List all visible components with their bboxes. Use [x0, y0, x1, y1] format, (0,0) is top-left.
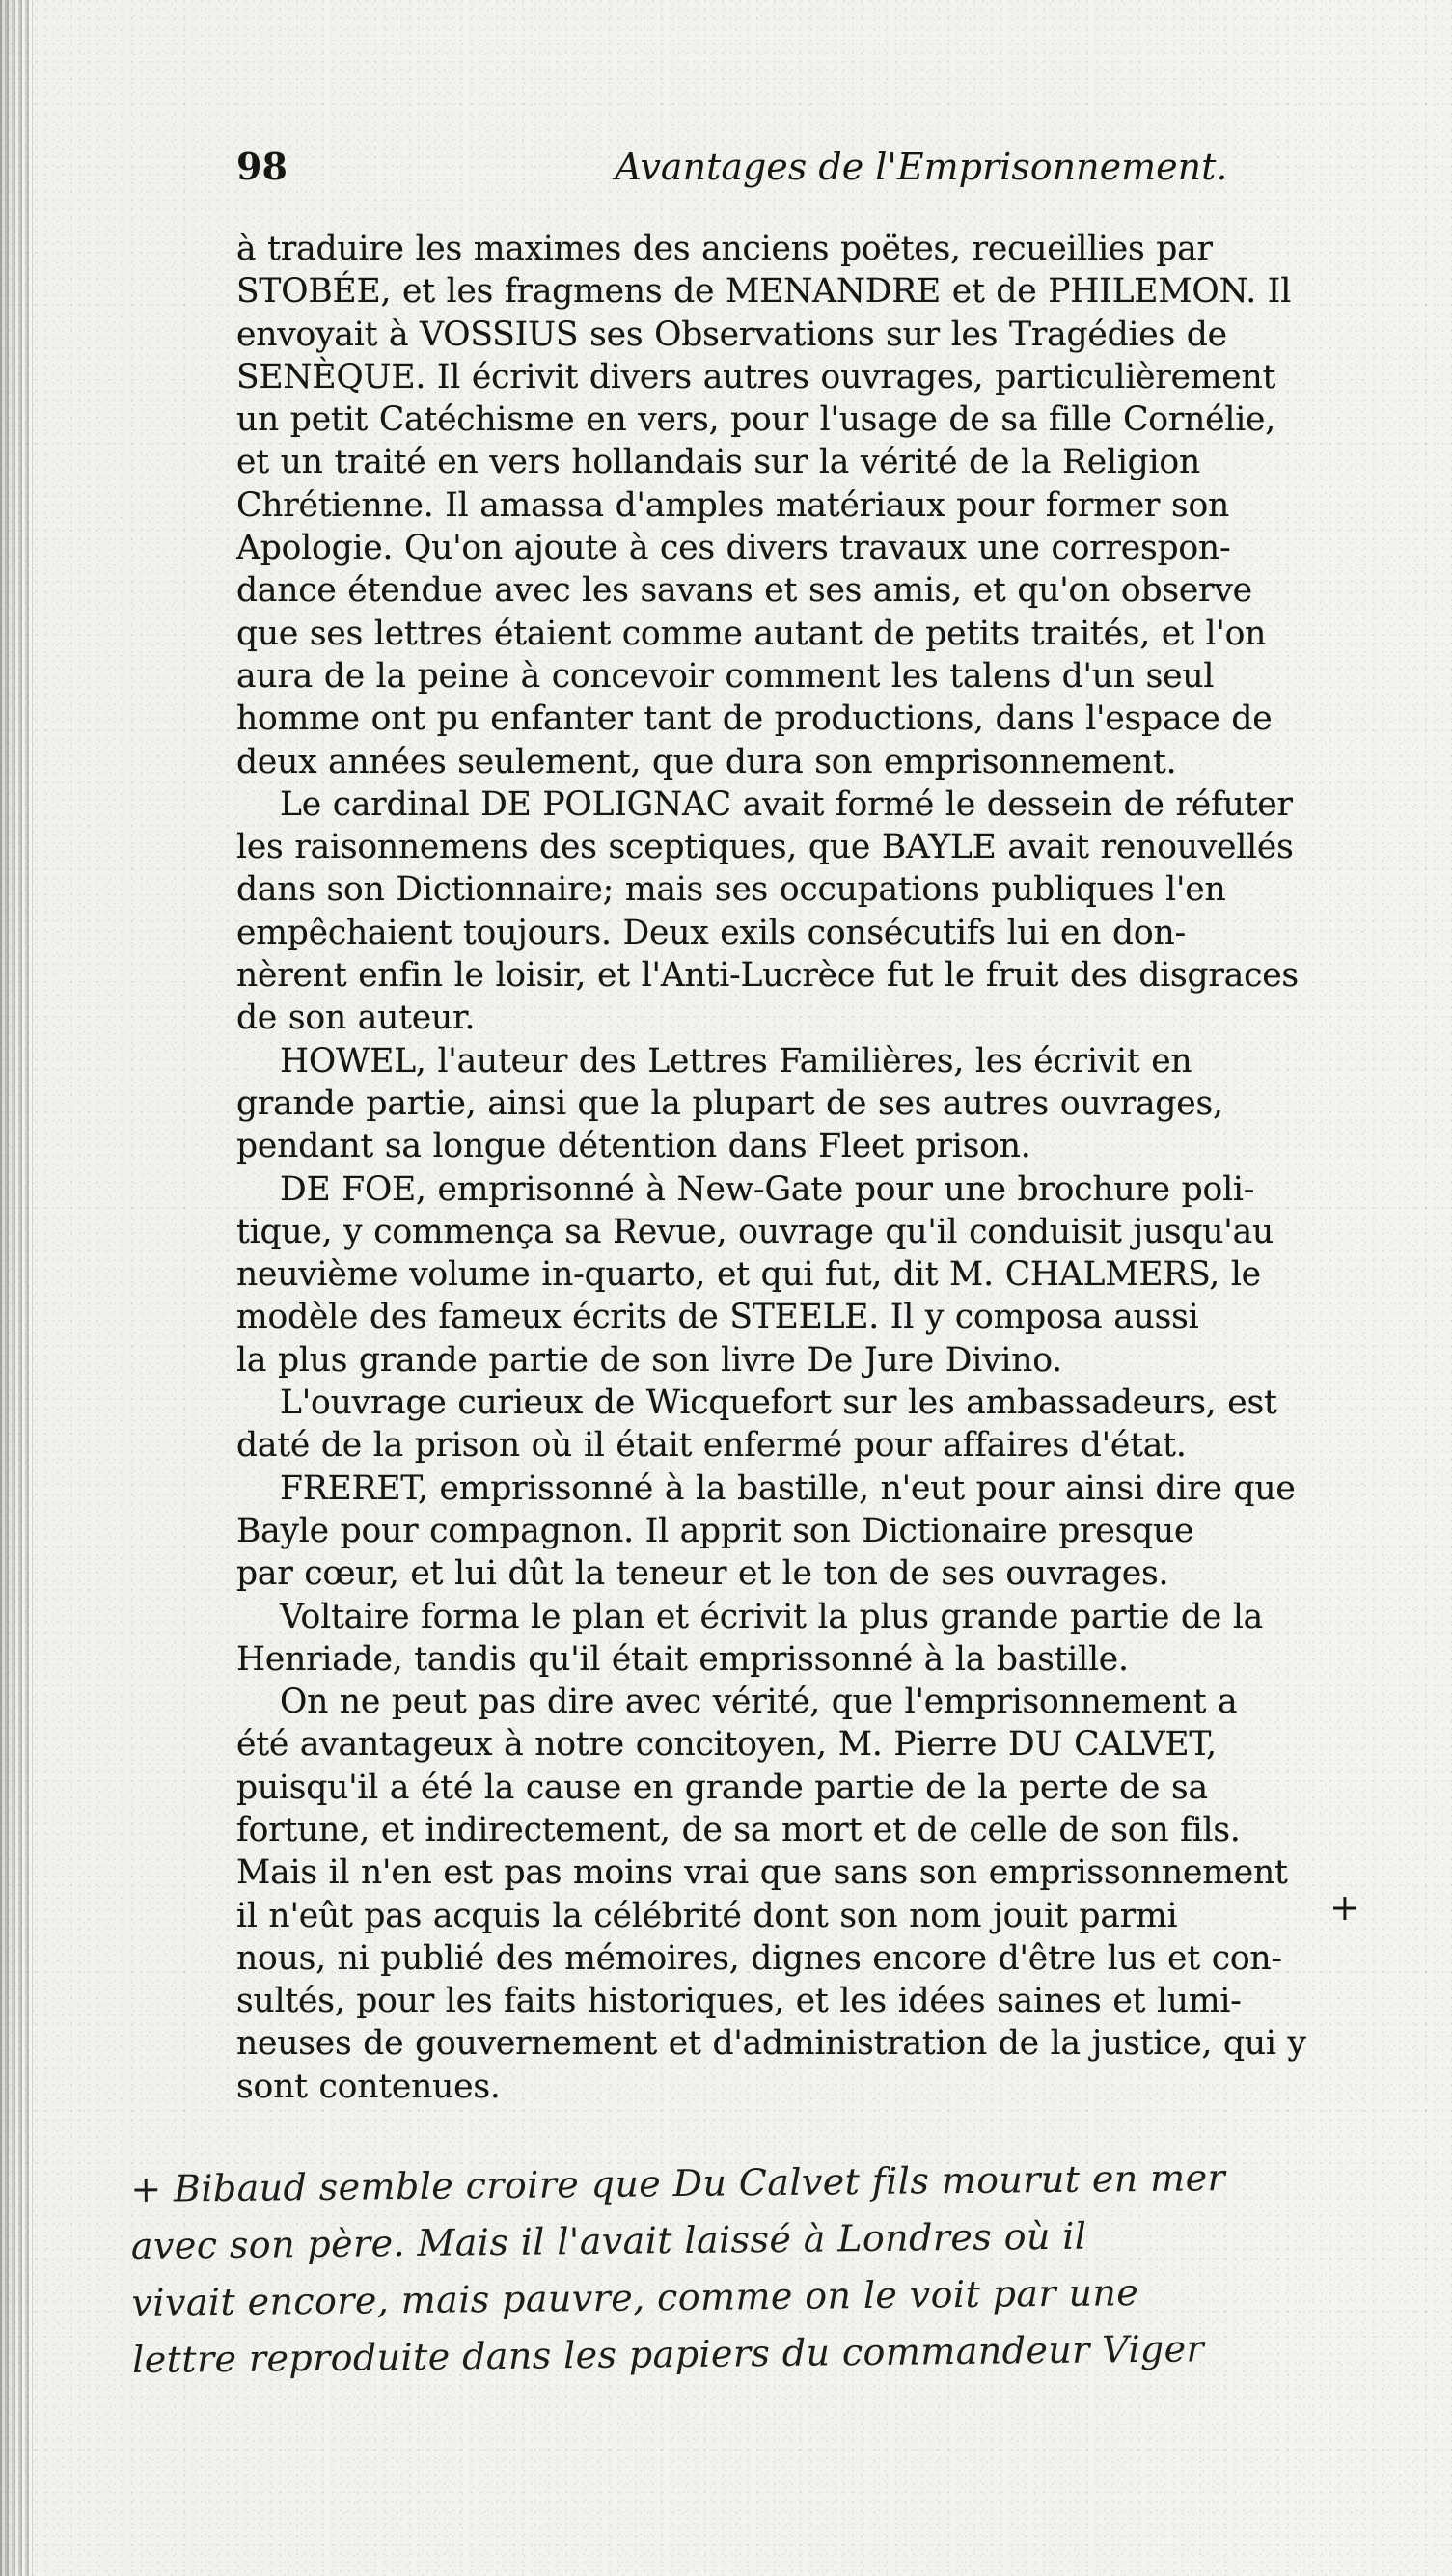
text-line: Chrétienne. Il amassa d'amples matériaux pour former son	[236, 485, 1230, 525]
text-line: Bayle pour compagnon. Il apprit son Dictionaire presque	[236, 1511, 1194, 1550]
page-number: 98	[236, 145, 288, 188]
handwritten-line: avec son père. Mais il l'avait laissé à Londres où il	[130, 2214, 1087, 2267]
text-line: un petit Catéchisme en vers, pour l'usage de sa fille Cornélie,	[236, 400, 1276, 440]
margin-annotation-mark: +	[1329, 1886, 1360, 1929]
text-line: Apologie. Qu'on ajoute à ces divers travaux une correspon-	[236, 529, 1231, 568]
text-line: que ses lettres étaient comme autant de petits traités, et l'on	[236, 614, 1267, 653]
text-line: neuvième volume in-quarto, et qui fut, dit M. CHALMERS, le	[236, 1255, 1261, 1295]
handwritten-line: lettre reproduite dans les papiers du commandeur Viger	[131, 2327, 1205, 2381]
text-line: HOWEL, l'auteur des Lettres Familières, les écrivit en	[280, 1041, 1192, 1081]
text-line: il n'eût pas acquis la célébrité dont son nom jouit parmi	[236, 1896, 1178, 1935]
text-line: nous, ni publié des mémoires, dignes encore d'être lus et con-	[236, 1938, 1282, 1978]
text-line: et un traité en vers hollandais sur la vérité de la Religion	[236, 443, 1200, 482]
text-line: neuses de gouvernement et d'administration de la justice, qui y	[236, 2024, 1306, 2064]
text-line: empêchaient toujours. Deux exils consécutifs lui en don-	[236, 913, 1186, 952]
text-line: les raisonnemens des sceptiques, que BAYLE avait renouvellés	[236, 828, 1294, 867]
text-line: DE FOE, emprisonné à New-Gate pour une brochure poli-	[280, 1169, 1255, 1209]
handwritten-note	[130, 2149, 1338, 2389]
text-line: FRERET, emprissonné à la bastille, n'eut pour ainsi dire que	[280, 1468, 1296, 1508]
handwritten-line: + Bibaud semble croire que Du Calvet fils mourut en mer	[130, 2156, 1226, 2210]
binding-edge	[0, 0, 33, 2576]
handwritten-line: vivait encore, mais pauvre, comme on le voit par une	[131, 2271, 1139, 2324]
text-line: envoyait à VOSSIUS ses Observations sur les Tragédies de	[236, 315, 1227, 354]
text-line: dans son Dictionnaire; mais ses occupations publiques l'en	[236, 870, 1226, 910]
text-line: pendant sa longue détention dans Fleet prison.	[236, 1127, 1031, 1166]
text-line: à traduire les maximes des anciens poëtes, recueillies par	[236, 230, 1213, 268]
text-line: sultés, pour les faits historiques, et les idées saines et lumi-	[236, 1982, 1242, 2021]
text-line: STOBÉE, et les fragmens de MENANDRE et de PHILEMON. Il	[236, 272, 1292, 312]
page-header	[236, 143, 1322, 191]
text-line: fortune, et indirectement, de sa mort et de celle de son fils.	[236, 1810, 1241, 1850]
text-line: puisqu'il a été la cause en grande partie de la perte de sa	[236, 1768, 1208, 1807]
text-line: grande partie, ainsi que la plupart de ses autres ouvrages,	[236, 1083, 1223, 1123]
text-line: de son auteur.	[236, 999, 476, 1038]
text-line: Mais il n'en est pas moins vrai que sans son emprissonnement	[236, 1853, 1288, 1893]
text-line: deux années seulement, que dura son emprisonnement.	[236, 742, 1177, 781]
text-line: Le cardinal DE POLIGNAC avait formé le dessein de réfuter	[280, 784, 1293, 824]
text-line: Voltaire forma le plan et écrivit la plus grande partie de la	[280, 1597, 1264, 1636]
printed-body-text	[236, 228, 1327, 2108]
text-line: aura de la peine à concevoir comment les talens d'un seul	[236, 656, 1215, 696]
text-line: L'ouvrage curieux de Wicquefort sur les ambassadeurs, est	[280, 1384, 1277, 1423]
running-title: Avantages de l'Emprisonnement.	[615, 146, 1228, 188]
text-line: la plus grande partie de son livre De Jure Divino.	[236, 1340, 1062, 1380]
text-line: sont contenues.	[236, 2067, 501, 2106]
text-line: nèrent enfin le loisir, et l'Anti-Lucrèce fut le fruit des disgraces	[236, 956, 1299, 996]
text-line: homme ont pu enfanter tant de productions, dans l'espace de	[236, 699, 1273, 739]
text-line: modèle des fameux écrits de STEELE. Il y composa aussi	[236, 1298, 1199, 1337]
text-line: été avantageux à notre concitoyen, M. Pierre DU CALVET,	[236, 1725, 1217, 1765]
text-line: tique, y commença sa Revue, ouvrage qu'il conduisit jusqu'au	[236, 1212, 1274, 1251]
text-line: Henriade, tandis qu'il était emprissonné à la bastille.	[236, 1639, 1129, 1679]
text-line: daté de la prison où il était enfermé pour affaires d'état.	[236, 1426, 1187, 1466]
text-line: On ne peut pas dire avec vérité, que l'emprisonnement a	[280, 1683, 1238, 1722]
text-line: dance étendue avec les savans et ses amis, et qu'on observe	[236, 571, 1252, 611]
text-line: SENÈQUE. Il écrivit divers autres ouvrages, particulièrement	[236, 357, 1276, 397]
text-line: par cœur, et lui dût la teneur et le ton de ses ouvrages.	[236, 1554, 1169, 1594]
